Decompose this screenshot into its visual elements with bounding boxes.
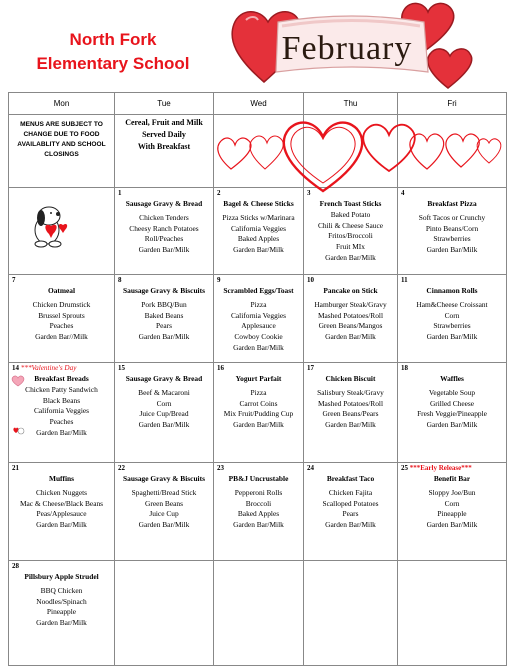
day-cell-18: 18 Waffles Vegetable Soup Grilled Cheese Fresh Veggie/Pineapple Garden Bar/Milk	[398, 363, 507, 463]
outline-hearts-icon	[213, 107, 506, 194]
menu-notice: MENUS ARE SUBJECT TO CHANGE DUE TO FOOD AVAILABLITY AND SCHOOL CLOSINGS	[9, 115, 115, 188]
day-cell-28: 28 Pillsbury Apple Strudel BBQ Chicken Noodles/Spinach Pineapple Garden Bar/Milk	[9, 561, 115, 666]
day-cell-25: 25 ***Early Release*** Benefit Bar Sloppy Joe/Bun Corn Pineapple Garden Bar/Milk	[398, 463, 507, 561]
day-cell-3: 3 French Toast Sticks Baked Potato Chili & Cheese Sauce Fritos/Broccoli Fruit MIx Garden Bar/Milk	[304, 188, 398, 275]
day-cell-24: 24 Breakfast Taco Chicken Fajita Scalloped Potatoes Pears Garden Bar/Milk	[304, 463, 398, 561]
day-cell-17: 17 Chicken Biscuit Salisbury Steak/Gravy Mashed Potatoes/Roll Green Beans/Pears Garden Bar/Milk	[304, 363, 398, 463]
breakfast-note: Cereal, Fruit and Milk Served Daily With Breakfast	[115, 115, 214, 188]
day-cell-4: 4 Breakfast Pizza Soft Tacos or Crunchy Pinto Beans/Corn Strawberries Garden Bar/Milk	[398, 188, 507, 275]
day-cell-2: 2 Bagel & Cheese Sticks Pizza Sticks w/Marinara California Veggies Baked Apples Garden Bar/Milk	[214, 188, 304, 275]
empty-cell-fri	[398, 561, 507, 666]
valentine-bear-icon	[11, 425, 25, 437]
school-name-line2: Elementary School	[36, 54, 190, 73]
snoopy-heart-icon	[27, 200, 75, 250]
empty-cell-tue	[115, 561, 214, 666]
day-cell-22: 22 Sausage Gravy & Biscuits Spaghetti/Bread Stick Green Beans Juice Cup Garden Bar/Milk	[115, 463, 214, 561]
day-cell-9: 9 Scrambled Eggs/Toast Pizza California Veggies Applesauce Cowboy Cookie Garden Bar/Milk	[214, 275, 304, 363]
day-cell-1: 1 Sausage Gravy & Bread Chicken Tenders Cheesy Ranch Potatoes Roll/Peaches Garden Bar/Milk	[115, 188, 214, 275]
day-header-thu: Thu	[304, 93, 398, 115]
day-cell-15: 15 Sausage Gravy & Bread Beef & Macaroni Corn Juice Cup/Bread Garden Bar/Milk	[115, 363, 214, 463]
day-cell-7: 7 Oatmeal Chicken Drumstick Brussel Sprouts Peaches Garden Bar//Milk	[9, 275, 115, 363]
header	[0, 0, 512, 90]
day-cell-23: 23 PB&J Uncrustable Pepperoni Rolls Broccoli Baked Apples Garden Bar/Milk	[214, 463, 304, 561]
early-release-note: ***Early Release***	[409, 464, 472, 472]
day-header-mon: Mon	[9, 93, 115, 115]
day-header-tue: Tue	[115, 93, 214, 115]
pink-heart-icon	[11, 375, 25, 387]
month-title: February	[281, 30, 413, 67]
day-cell-16: 16 Yogurt Parfait Pizza Carrot Coins Mix Fruit/Pudding Cup Garden Bar/Milk	[214, 363, 304, 463]
day-header-fri: Fri	[398, 93, 507, 115]
day-cell-8: 8 Sausage Gravy & Biscuits Pork BBQ/Bun Baked Beans Pears Garden Bar/Milk	[115, 275, 214, 363]
valentines-note: ***Valentine's Day	[20, 364, 77, 372]
school-name-line1: North Fork	[69, 30, 157, 49]
empty-cell-wed	[214, 561, 304, 666]
day-cell-14: 14 ***Valentine's Day Breakfast Breads Chicken Patty Sandwich Black Beans California Veggies Peaches Garden Bar/Milk	[9, 363, 115, 463]
school-name	[18, 28, 208, 76]
day-cell-21: 21 Muffins Chicken Nuggets Mac & Cheese/Black Beans Peas/Applesauce Garden Bar/Milk	[9, 463, 115, 561]
empty-cell-thu	[304, 561, 398, 666]
day-cell-11: 11 Cinnamon Rolls Ham&Cheese Croissant Corn Strawberries Garden Bar/Milk	[398, 275, 507, 363]
snoopy-cell	[9, 188, 115, 275]
day-header-wed: Wed	[214, 93, 304, 115]
day-cell-10: 10 Pancake on Stick Hamburger Steak/Gravy Mashed Potatoes/Roll Green Beans/Mangos Garden Bar/Milk	[304, 275, 398, 363]
